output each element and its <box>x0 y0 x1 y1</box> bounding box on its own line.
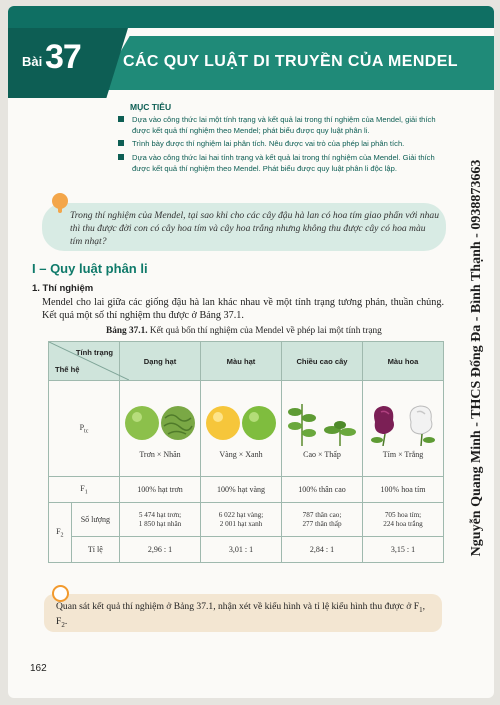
section-title: I – Quy luật phân li <box>32 261 148 276</box>
finger-hand-icon <box>52 193 68 209</box>
table-corner-header <box>49 342 120 381</box>
page-number: 162 <box>30 663 47 674</box>
objective-text: Dựa vào công thức lai một tính trạng và kết quả lai trong thí nghiệm của Mendel, giải thích được kết quả thí nghiệm theo Mendel; phát biểu được quy luật phân li. <box>132 115 436 135</box>
bullet-square-icon <box>118 154 124 160</box>
observation-text: Quan sát kết quả thí nghiệm ở Bảng 37.1, nhận xét về kiểu hình và tỉ lệ kiểu hình thu được ở $F_1$, $F_2$. <box>56 601 425 630</box>
bullet-square-icon <box>118 116 124 122</box>
side-watermark <box>462 150 492 570</box>
table-caption <box>106 326 382 336</box>
purple-white-flowers-image <box>363 400 443 446</box>
table-cell <box>363 381 444 477</box>
objective-text: Dựa vào công thức lai hai tính trạng và kết quả lai trong thí nghiệm của Mendel. Giải thích được kết quả thí nghiệm theo Mendel. Phát biểu được quy luật phân li độc lập. <box>132 153 435 173</box>
yellow-green-peas-image <box>201 400 281 446</box>
intro-question-text: Trong thí nghiệm của Mendel, tại sao khi cho các cây đậu hà lan có hoa tím giao phấn với nhau thì thu được đời con có cây hoa tím và cây hoa trắng nhưng không thu được cây có hoa màu tím nhạt? <box>70 210 440 247</box>
lesson-number: 37 <box>45 38 81 76</box>
objective-item <box>118 114 450 136</box>
cross-label: Tím × Trắng <box>382 450 424 459</box>
table-cell: 787 thân cao; 277 thân thấp <box>282 503 363 537</box>
table-cell <box>282 381 363 477</box>
table-cell: 2,96 : 1 <box>120 537 201 563</box>
objective-text: Trình bày được thí nghiệm lai phân tích. Nêu được vai trò của phép lai phân tích. <box>132 139 405 148</box>
table-caption-text: Kết quả bốn thí nghiệm của Mendel về phép lai một tính trạng <box>149 326 382 336</box>
table-cell: 3,01 : 1 <box>201 537 282 563</box>
table-cell: 6 022 hạt vàng; 2 001 hạt xanh <box>201 503 282 537</box>
table-row <box>49 477 444 503</box>
table-row <box>49 381 444 477</box>
corner-trait-label: Tính trạng <box>75 348 113 357</box>
f1-generation-label: $F_1$ <box>49 477 120 503</box>
table-cell: 100% thân cao <box>282 477 363 503</box>
ratio-label: Tỉ lệ <box>71 537 119 563</box>
table-cell: 705 hoa tím; 224 hoa trắng <box>363 503 444 537</box>
count-label: Số lượng <box>71 503 119 537</box>
tall-short-plants-image <box>282 400 362 446</box>
corner-generation-label: Thế hệ <box>55 365 80 374</box>
results-table <box>48 341 444 563</box>
objective-item <box>118 138 450 149</box>
bullet-square-icon <box>118 140 124 146</box>
column-header: Màu hoa <box>363 342 444 381</box>
side-text: Nguyễn Quang Minh - THCS Đống Đa - Bình Thạnh - 0938873663 <box>469 159 484 557</box>
cross-label: Cao × Thấp <box>303 450 341 459</box>
column-header: Dạng hạt <box>120 342 201 381</box>
p-generation-label: $P_{tc}$ <box>49 381 120 477</box>
table-row <box>49 537 444 563</box>
table-cell: 3,15 : 1 <box>363 537 444 563</box>
objectives-title: MỤC TIÊU <box>130 102 172 112</box>
table-cell: 100% hạt trơn <box>120 477 201 503</box>
subsection-title: 1. Thí nghiệm <box>32 283 94 294</box>
cross-label: Trơn × Nhăn <box>139 450 181 459</box>
table-row <box>49 503 444 537</box>
body-paragraph: Mendel cho lai giữa các giống đậu hà lan khác nhau về một tính trạng tương phản, thuần chủng. Kết quả một số thí nghiệm thu được ở Bảng 37.1. <box>42 297 444 321</box>
objective-item <box>118 152 450 174</box>
ring-icon <box>52 585 69 602</box>
table-cell <box>120 381 201 477</box>
table-cell: 2,84 : 1 <box>282 537 363 563</box>
f2-generation-label: $F_2$ <box>49 503 72 563</box>
round-wrinkled-peas-image <box>120 400 200 446</box>
column-header: Màu hạt <box>201 342 282 381</box>
table-cell <box>201 381 282 477</box>
table-cell: 100% hạt vàng <box>201 477 282 503</box>
table-cell: 100% hoa tím <box>363 477 444 503</box>
cross-label: Vàng × Xanh <box>219 450 263 459</box>
table-cell: 5 474 hạt trơn; 1 850 hạt nhăn <box>120 503 201 537</box>
header-band <box>8 6 494 28</box>
column-header: Chiều cao cây <box>282 342 363 381</box>
lesson-label: Bài <box>22 54 43 69</box>
table-caption-label: Bảng 37.1. <box>106 326 148 336</box>
lesson-title: CÁC QUY LUẬT DI TRUYỀN CỦA MENDEL <box>123 53 458 70</box>
